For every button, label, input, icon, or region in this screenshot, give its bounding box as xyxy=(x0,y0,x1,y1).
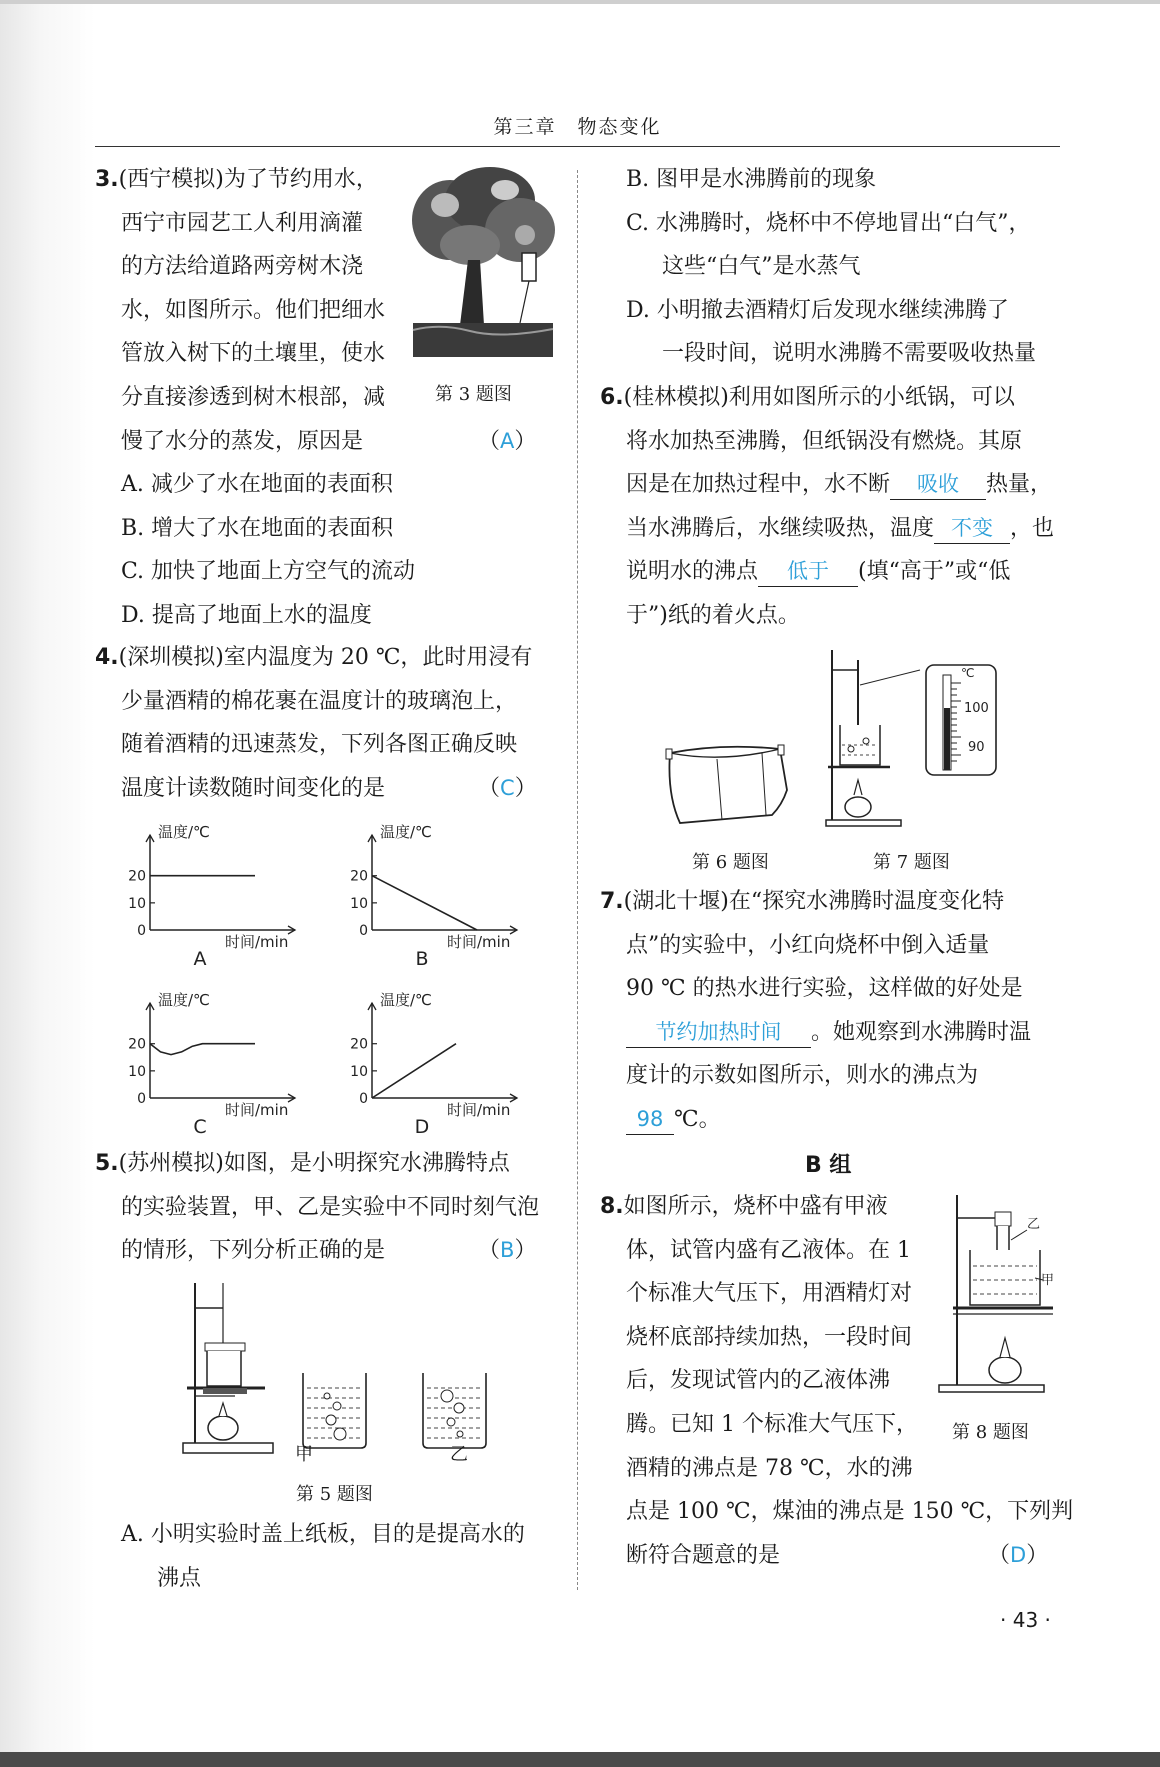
y-axis-label: 温度/℃ xyxy=(158,823,210,841)
question-number: 4. xyxy=(95,645,119,670)
question-5-option-a: A. 小明实验时盖上纸板，目的是提高水的 沸点 xyxy=(121,1522,525,1591)
series-line xyxy=(372,1044,456,1098)
paper-pot-figure xyxy=(662,735,797,830)
chart-label: A xyxy=(193,948,207,970)
question-6-text: 6.(桂林模拟)利用如图所示的小纸锅，可以 将水加热至沸腾，但纸锅没有燃烧。其原 因是在加热过程中，水不断 吸收 热量， 当水沸腾后，水继续吸热，温度 不变 ，也 说明水的沸点 低于 (填“高于”或“低 于”)纸的着火点。 xyxy=(600,385,1055,628)
y-tick-label: 20 xyxy=(350,1036,368,1053)
question-number: 7. xyxy=(600,889,624,914)
group-b-heading: B 组 xyxy=(805,1153,852,1178)
figure-7-caption: 第 7 题图 xyxy=(873,852,950,873)
column-separator xyxy=(577,170,578,1590)
answer-blank: 吸收 xyxy=(890,469,986,500)
answer-blank: 低于 xyxy=(758,556,858,587)
option-c: C. 加快了地面上方空气的流动 xyxy=(121,559,416,585)
chart-label: D xyxy=(414,1116,430,1138)
chart-label: B xyxy=(415,948,429,970)
x-axis-label: 时间/min xyxy=(447,1101,511,1119)
y-tick-label: 10 xyxy=(350,1063,368,1080)
question-5-answer: （B） xyxy=(478,1238,537,1263)
question-3-answer: （A） xyxy=(478,429,537,454)
question-number: 6. xyxy=(600,385,624,410)
question-number: 3. xyxy=(95,167,119,192)
question-8-text-cont: 点是 100 ℃，煤油的沸点是 150 ℃，下列判 断符合题意的是 xyxy=(626,1499,1074,1568)
x-axis-label: 时间/min xyxy=(447,933,511,951)
figure-3-caption: 第 3 题图 xyxy=(435,384,512,405)
figure-5-caption: 第 5 题图 xyxy=(296,1484,373,1505)
series-line xyxy=(150,1044,255,1055)
x-axis-label: 时间/min xyxy=(225,933,289,951)
question-5-options-continued: B. 图甲是水沸腾前的现象 C. 水沸腾时，烧杯中不停地冒出“白气”， 这些“白气”是水蒸气 D. 小明撤去酒精灯后发现水继续沸腾了 一段时间，说明水沸腾不需要吸收热量 xyxy=(600,158,1060,376)
thermometer-100: 100 xyxy=(964,701,989,716)
option-a: A. 减少了水在地面的表面积 xyxy=(121,472,393,497)
tree-drip-figure xyxy=(410,165,560,365)
y-axis-label: 温度/℃ xyxy=(380,991,432,1009)
header-rule xyxy=(95,146,1060,147)
question-8-answer: （D） xyxy=(988,1543,1049,1568)
page-number: · 43 · xyxy=(1000,1608,1051,1632)
answer-value: A xyxy=(500,429,515,453)
question-4-answer: （C） xyxy=(478,776,537,801)
figure-6-caption: 第 6 题图 xyxy=(692,852,769,873)
thermometer-90: 90 xyxy=(968,740,985,755)
answer-value: D xyxy=(1010,1543,1027,1567)
question-5-text: 5.(苏州模拟)如图，是小明探究水沸腾特点 的实验装置，甲、乙是实验中不同时刻气泡 的情形，下列分析正确的是 xyxy=(95,1151,540,1264)
question-7-text: 7.(湖北十堰)在“探究水沸腾时温度变化特 点”的实验中，小红向烧杯中倒入适量 90 ℃ 的热水进行实验，这样做的好处是 节约加热时间 。她观察到水沸腾时温 度计的示数如图所示，则水的沸点为 98 ℃。 xyxy=(600,880,1060,1142)
series-line xyxy=(372,876,477,930)
top-edge xyxy=(0,0,1160,4)
y-axis-label: 温度/℃ xyxy=(380,823,432,841)
question-8-text: 8.如图所示，烧杯中盛有甲液 体，试管内盛有乙液体。在 1 个标准大气压下，用酒精灯对 烧杯底部持续加热，一段时间 后，发现试管内的乙液体沸 腾。已知 1 个标准大气压下， 酒精的沸点是 78 ℃，水的沸 xyxy=(600,1194,918,1481)
label-jia: 甲 xyxy=(295,1444,313,1465)
question-3-options xyxy=(95,463,565,637)
option-b: B. 增大了水在地面的表面积 xyxy=(121,515,394,541)
question-number: 8. xyxy=(600,1194,624,1219)
bottom-bar xyxy=(0,1752,1160,1767)
y-tick-label: 10 xyxy=(128,895,146,912)
y-tick-label: 10 xyxy=(128,1063,146,1080)
y-tick-label: 10 xyxy=(350,895,368,912)
y-tick-label: 0 xyxy=(359,1091,368,1107)
option-d: D. 小明撤去酒精灯后发现水继续沸腾了 xyxy=(626,297,1009,323)
y-tick-label: 0 xyxy=(137,923,146,939)
label-yi: 乙 xyxy=(1027,1217,1041,1232)
thermometer-unit: ℃ xyxy=(961,666,975,680)
x-axis-label: 时间/min xyxy=(225,1101,289,1119)
y-tick-label: 0 xyxy=(359,923,368,939)
answer-blank: 不变 xyxy=(934,513,1010,544)
question-4-text: 4.(深圳模拟)室内温度为 20 ℃，此时用浸有 少量酒精的棉花裹在温度计的玻璃泡上， 随着酒精的迅速蒸发，下列各图正确反映 温度计读数随时间变化的是 xyxy=(95,645,533,801)
question-3-text: 3.(西宁模拟)为了节约用水， 西宁市园艺工人利用滴灌 的方法给道路两旁树木浇 水，如图所示。他们把细水 管放入树下的土壤里，使水 分直接渗透到树木根部，减 慢了水分的蒸发，原因是 xyxy=(95,167,386,454)
option-b: B. 图甲是水沸腾前的现象 xyxy=(626,167,877,192)
option-d: D. 提高了地面上水的温度 xyxy=(121,602,372,628)
y-tick-label: 20 xyxy=(128,868,146,885)
y-tick-label: 20 xyxy=(350,868,368,885)
test-tube-figure xyxy=(935,1190,1060,1400)
boiling-apparatus-figure xyxy=(175,1278,490,1463)
answer-value: C xyxy=(500,776,515,800)
question-number: 5. xyxy=(95,1151,119,1176)
chart-label: C xyxy=(193,1116,207,1138)
y-tick-label: 20 xyxy=(128,1036,146,1053)
answer-blank: 节约加热时间 xyxy=(626,1017,811,1048)
figure-8-caption: 第 8 题图 xyxy=(952,1422,1029,1443)
answer-value: B xyxy=(500,1238,515,1262)
temperature-charts xyxy=(120,815,540,1140)
boiling-thermometer-figure xyxy=(818,645,1008,830)
answer-blank: 98 xyxy=(626,1104,674,1135)
label-jia: 甲 xyxy=(1041,1273,1055,1288)
chapter-header: 第三章 物态变化 xyxy=(493,116,662,138)
label-yi: 乙 xyxy=(450,1444,468,1465)
y-tick-label: 0 xyxy=(137,1091,146,1107)
y-axis-label: 温度/℃ xyxy=(158,991,210,1009)
option-c: C. 水沸腾时，烧杯中不停地冒出“白气”， xyxy=(626,210,1031,236)
